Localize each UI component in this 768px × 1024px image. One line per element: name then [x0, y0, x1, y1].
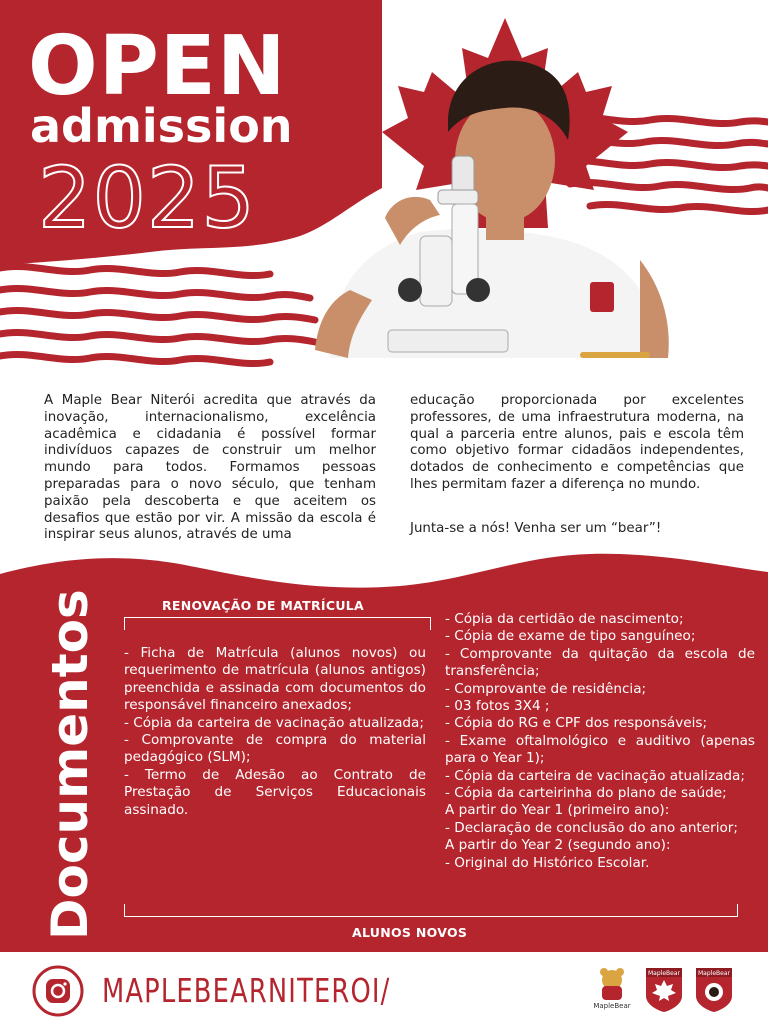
logo-label: MapleBear [648, 970, 680, 977]
bracket-top [124, 617, 431, 630]
list-item: - Comprovante da quitação da escola de transferência; [445, 645, 755, 680]
list-item: - 03 fotos 3X4 ; [445, 698, 550, 715]
list-item: - Cópia da carteira de vacinação atualizada; [445, 767, 745, 784]
list-item: - Termo de Adesão ao Contrato de Prestação de Serviços Educacionais assinado. [124, 766, 426, 818]
instagram-handle[interactable]: MAPLEBEARNITEROI/ [102, 971, 391, 1010]
list-item: - Exame oftalmológico e auditivo (apenas para o Year 1); [445, 732, 755, 767]
maple-bear-crest-logo [694, 966, 734, 1014]
intro-left-paragraph: A Maple Bear Niterói acredita que através da inovação, internacionalismo, excelência acadêmica e cidadania é possível formar indivíduos capazes de construir um melhor mundo para todos. Formamos pessoas preparadas para o novo século, que tenham paixão pela descoberta e que aceitem os desafios que estão por vir. A missão da escola é inspirar seus alunos, através de uma [44, 393, 376, 543]
maple-bear-logo [590, 966, 634, 1014]
list-item: - Cópia da carteirinha do plano de saúde; [445, 785, 727, 802]
maple-bear-shield-logo [644, 966, 684, 1014]
title-admission: admission [30, 99, 293, 153]
list-item: - Cópia de exame de tipo sanguíneo; [445, 628, 696, 645]
list-item: - Declaração de conclusão do ano anterior; [445, 819, 738, 836]
alunos-novos-list [445, 611, 755, 872]
intro-right-paragraph: educação proporcionada por excelentes professores, de uma infraestrutura moderna, na qual a parceria entre alunos, pais e escola têm como objetivo formar cidadãos independentes, dotados de conhecimento e competências que lhes permitam fazer a diferença no mundo. [410, 393, 744, 492]
call-to-action: Junta-se a nós! Venha ser um “bear”! [410, 521, 662, 536]
alunos-novos-heading: ALUNOS NOVOS [352, 925, 468, 940]
documents-vertical-title: Documentos [41, 589, 99, 940]
list-item: - Original do Histórico Escolar. [445, 854, 650, 871]
renovacao-list [124, 645, 426, 819]
list-item: - Cópia da carteira de vacinação atualizada; [124, 714, 424, 731]
instagram-icon[interactable] [32, 965, 84, 1017]
list-item: - Ficha de Matrícula (alunos novos) ou requerimento de matrícula (alunos antigos) preenchida e assinada com documentos do responsável financeiro anexados; [124, 645, 426, 714]
list-item: - Comprovante de residência; [445, 680, 647, 697]
list-item: A partir do Year 2 (segundo ano): [445, 837, 671, 854]
logo-label: MapleBear [698, 970, 730, 977]
bracket-bottom [124, 904, 738, 917]
title-open: OPEN [28, 19, 287, 114]
renovacao-heading: RENOVAÇÃO DE MATRÍCULA [162, 598, 365, 613]
list-item: - Comprovante de compra do material pedagógico (SLM); [124, 732, 426, 766]
list-item: - Cópia do RG e CPF dos responsáveis; [445, 715, 708, 732]
logo-label: MapleBear [593, 1002, 631, 1010]
list-item: - Cópia da certidão de nascimento; [445, 611, 684, 627]
list-item: A partir do Year 1 (primeiro ano): [445, 802, 670, 819]
title-year: 2025 [38, 149, 256, 247]
